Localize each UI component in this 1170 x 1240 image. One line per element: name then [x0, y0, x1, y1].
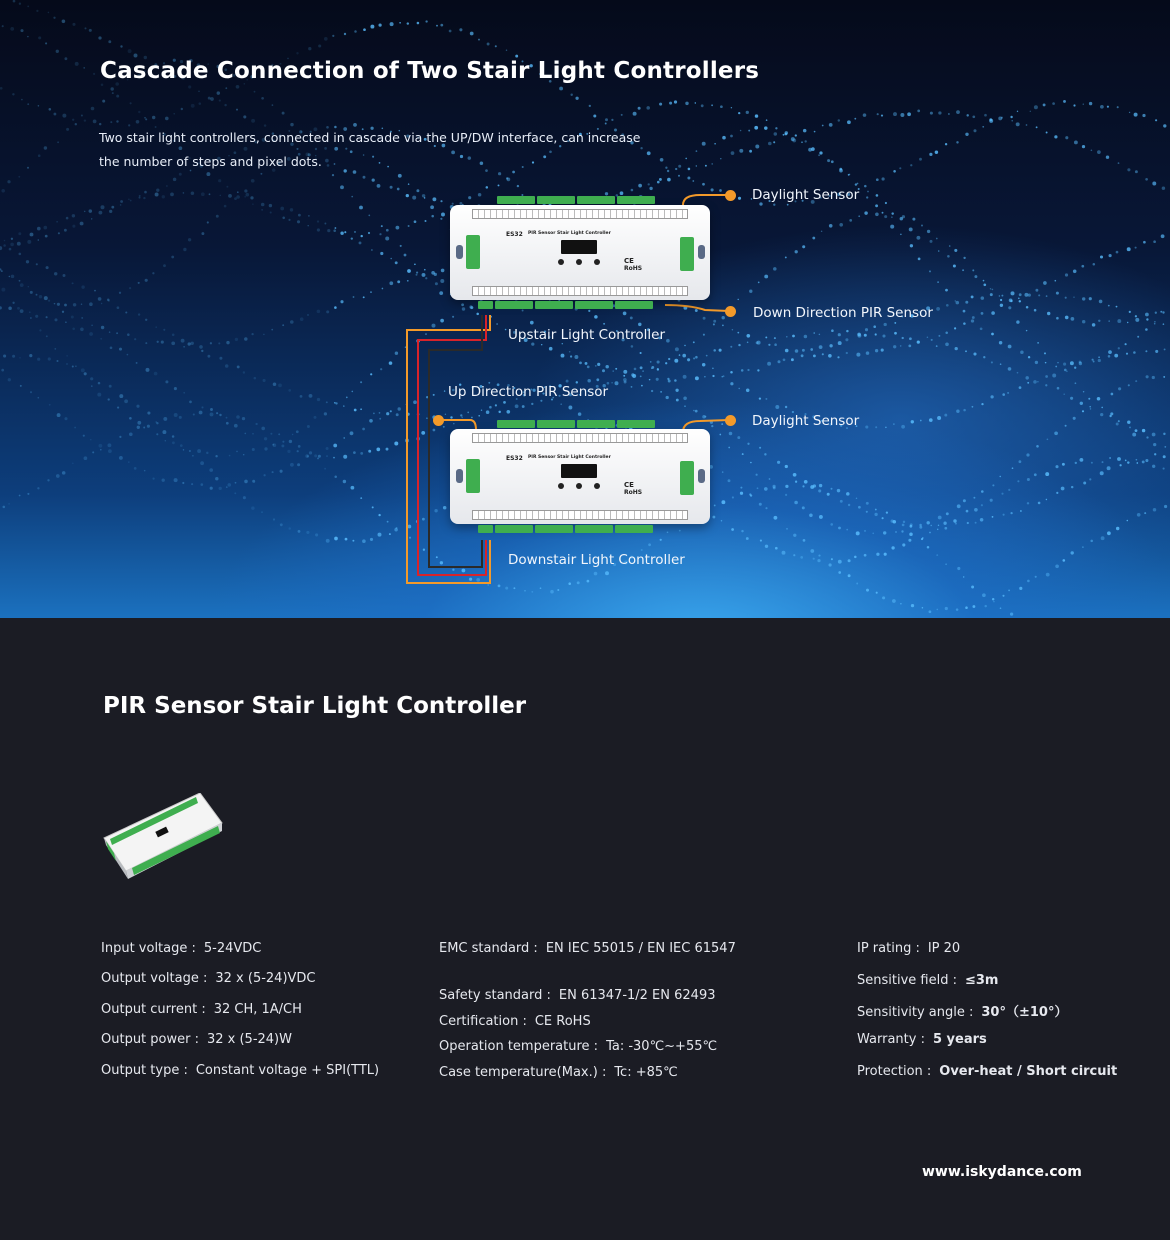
m-button-icon [558, 259, 564, 265]
spec-output-power: Output power : 32 x (5-24)W [101, 1032, 292, 1047]
controller-name: PIR Sensor Stair Light Controller [528, 455, 611, 460]
plus-button-icon [594, 483, 600, 489]
cascade-hero [0, 0, 1170, 618]
daylight-sensor-bottom-dot [725, 415, 736, 426]
down-pir-dot [725, 306, 736, 317]
spec-output-voltage: Output voltage : 32 x (5-24)VDC [101, 971, 316, 986]
ce-mark: CE [624, 257, 634, 265]
controller-model: ES32 [506, 231, 523, 238]
down-pir-label: Down Direction PIR Sensor [753, 305, 933, 321]
rohs-mark: RoHS [624, 489, 643, 496]
up-pir-label: Up Direction PIR Sensor [448, 384, 609, 400]
daylight-sensor-top-label: Daylight Sensor [752, 187, 860, 203]
spec-safety-standard: Safety standard : EN 61347-1/2 EN 62493 [439, 988, 716, 1003]
upstair-controller-label: Upstair Light Controller [508, 327, 666, 343]
daylight-sensor-bottom-label: Daylight Sensor [752, 413, 860, 429]
spec-certification: Certification : CE RoHS [439, 1014, 591, 1029]
hero-description: Two stair light controllers, connected in cascade via the UP/DW interface, can increase the number of steps and pixel dots. [99, 130, 641, 169]
minus-button-icon [576, 259, 582, 265]
website-link[interactable]: www.iskydance.com [922, 1164, 1082, 1180]
product-image [102, 793, 224, 883]
spec-emc-standard: EMC standard : EN IEC 55015 / EN IEC 61547 [439, 941, 736, 956]
rohs-mark: RoHS [624, 265, 643, 272]
minus-button-icon [576, 483, 582, 489]
downstair-controller-label: Downstair Light Controller [508, 552, 685, 568]
upstair-controller [450, 205, 710, 300]
spec-output-type: Output type : Constant voltage + SPI(TTL) [101, 1063, 380, 1078]
spec-warranty: Warranty : 5 years [857, 1032, 987, 1047]
up-pir-dot [433, 415, 444, 426]
daylight-sensor-top-dot [725, 190, 736, 201]
lcd-display [561, 240, 597, 254]
spec-input-voltage: Input voltage : 5-24VDC [101, 941, 262, 956]
spec-section [0, 618, 1170, 1240]
spec-sensitive-field: Sensitive field : ≤3m [857, 973, 999, 988]
spec-sensitivity-angle: Sensitivity angle : 30°（±10°） [857, 1005, 1068, 1020]
downstair-controller [450, 429, 710, 524]
controller-name: PIR Sensor Stair Light Controller [528, 231, 611, 236]
lcd-display [561, 464, 597, 478]
plus-button-icon [594, 259, 600, 265]
spec-ip-rating: IP rating : IP 20 [857, 941, 961, 956]
m-button-icon [558, 483, 564, 489]
spec-case-temperature: Case temperature(Max.) : Tc: +85℃ [439, 1065, 678, 1080]
spec-output-current: Output current : 32 CH, 1A/CH [101, 1002, 302, 1017]
ce-mark: CE [624, 481, 634, 489]
hero-title: Cascade Connection of Two Stair Light Controllers [100, 58, 760, 84]
spec-operation-temperature: Operation temperature : Ta: -30℃~+55℃ [439, 1039, 718, 1054]
spec-title: PIR Sensor Stair Light Controller [103, 693, 527, 719]
controller-model: ES32 [506, 455, 523, 462]
spec-protection: Protection : Over-heat / Short circuit [857, 1064, 1118, 1079]
